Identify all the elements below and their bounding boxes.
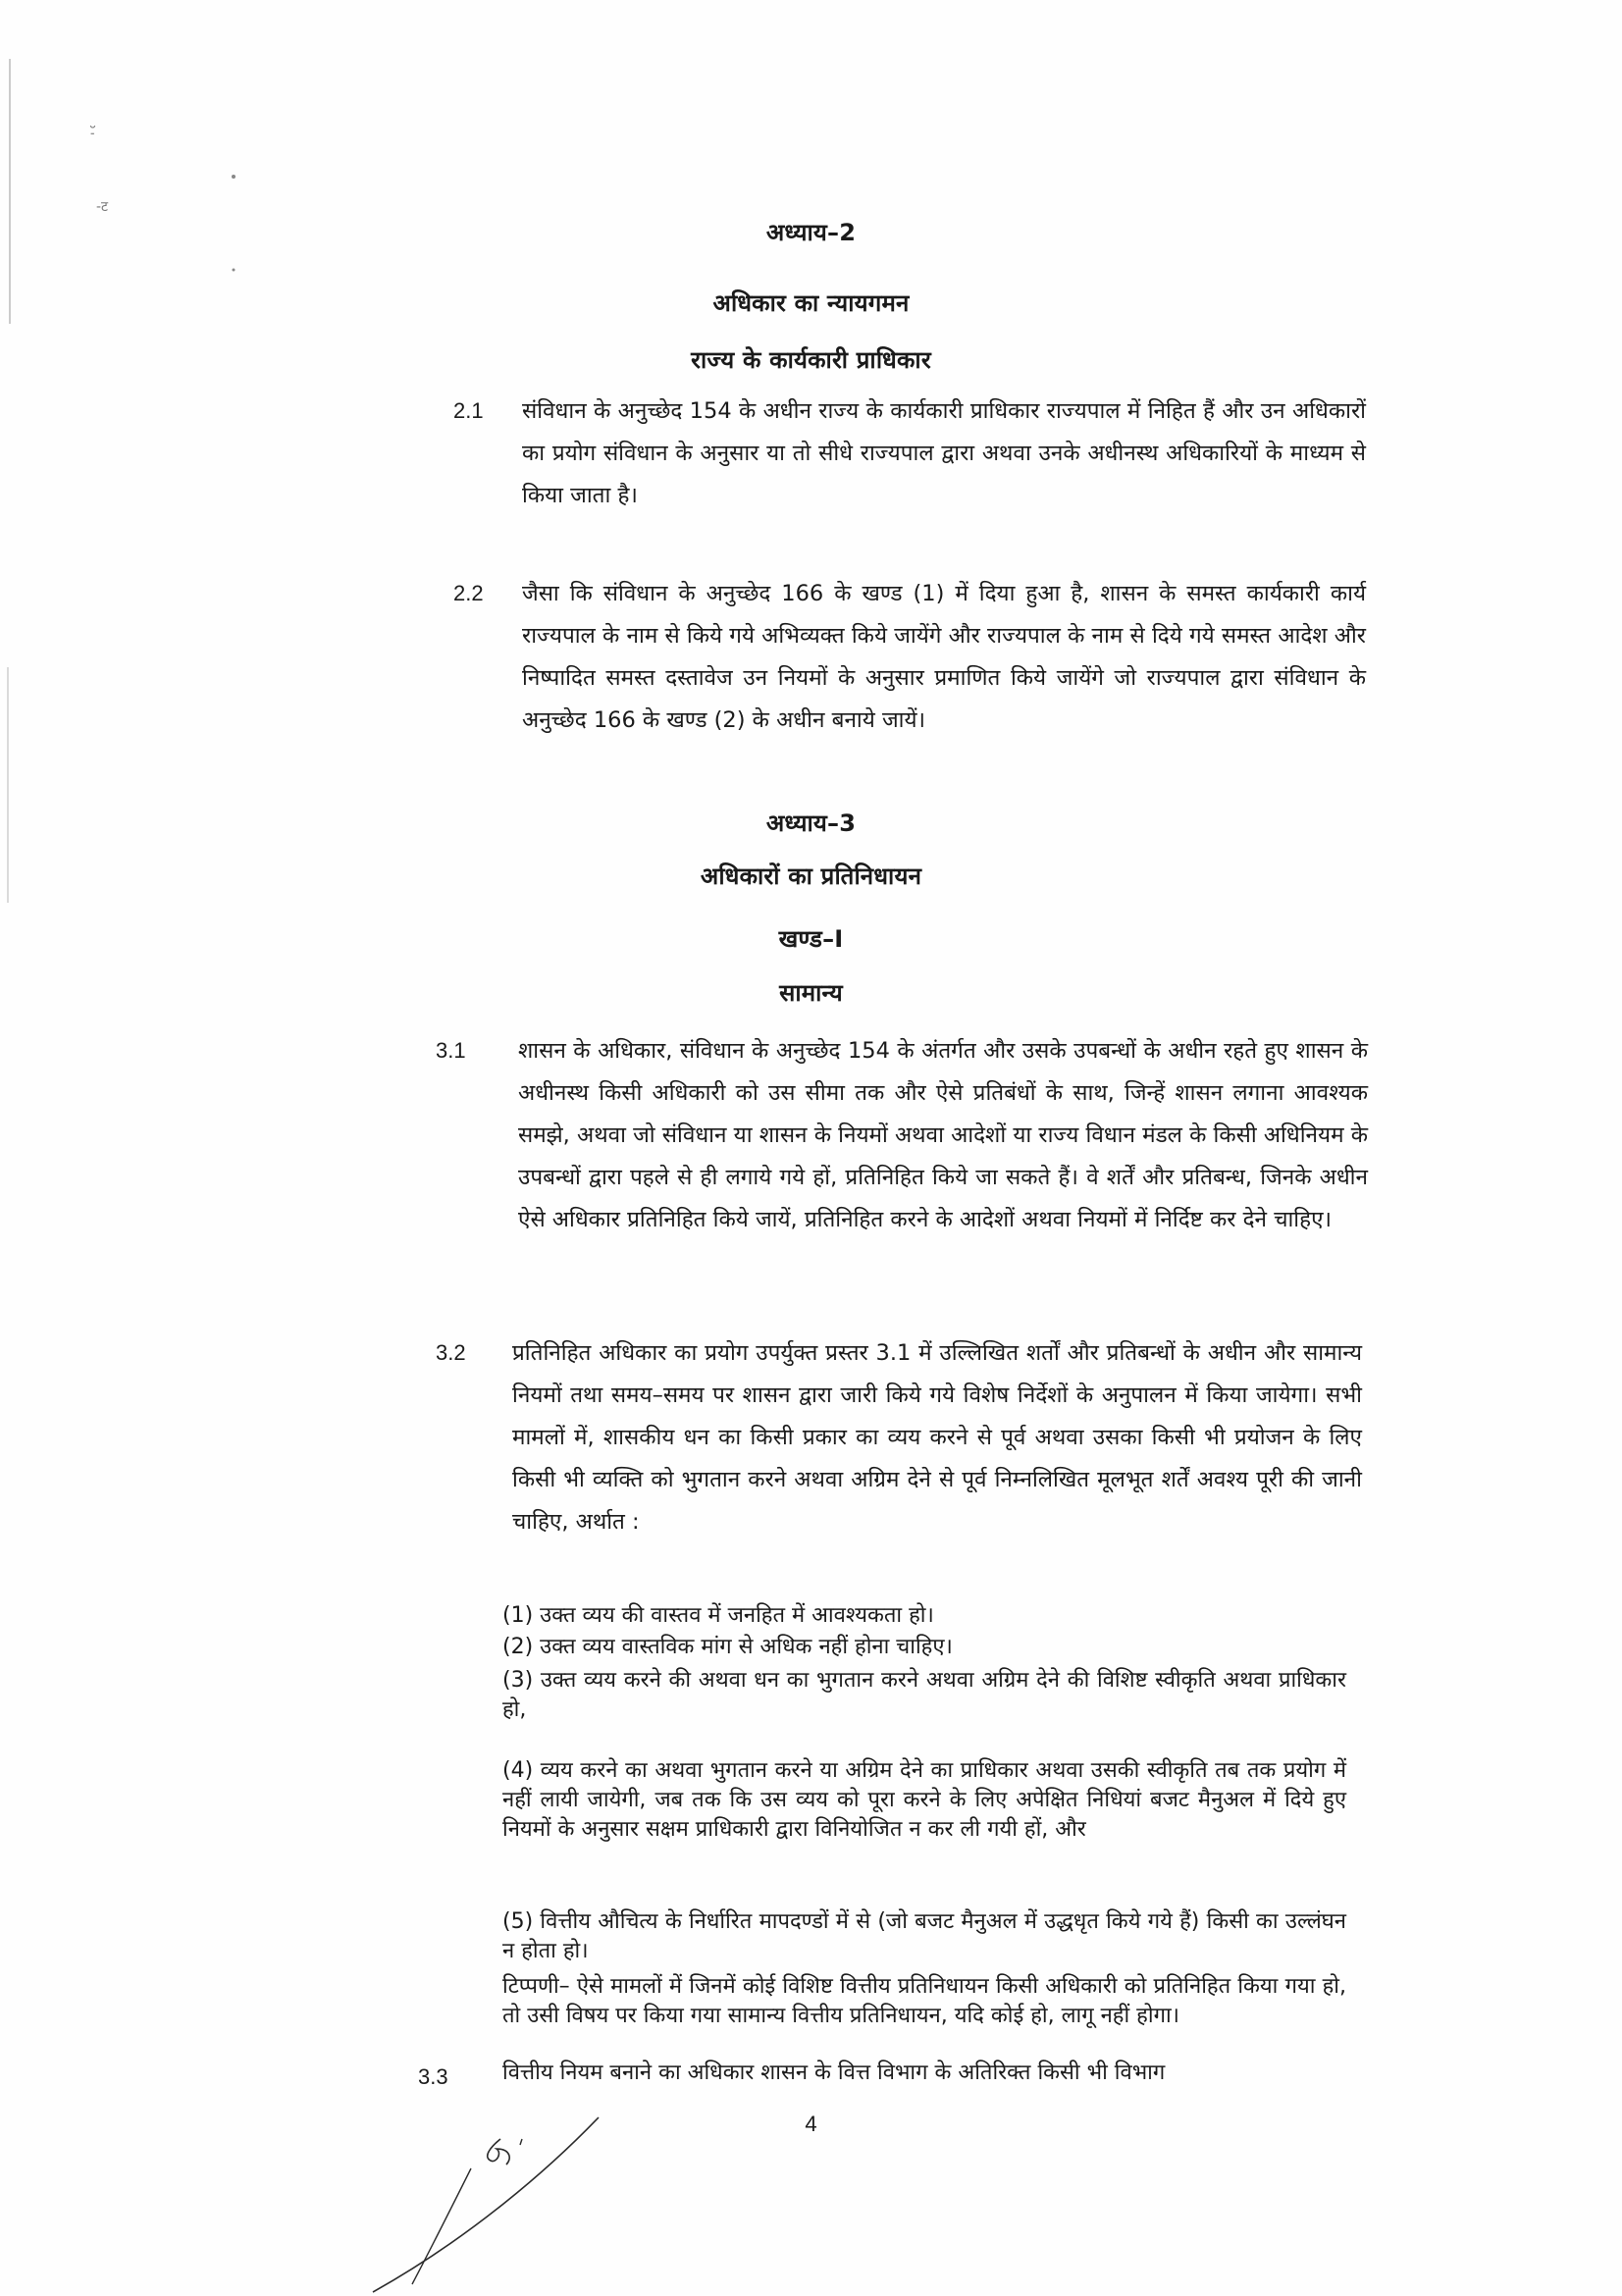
chapter-3-subtitle: अधिकारों का प्रतिनिधायन xyxy=(700,862,922,890)
paragraph-3-2: प्रतिनिहित अधिकार का प्रयोग उपर्युक्त प्रस्तर 3.1 में उल्लिखित शर्तों और प्रतिबन्धों के अधीन और सामान्य नियमों तथा समय–समय पर शासन द्वारा जारी किये गये विशेष निर्देशों के अनुपालन में किया जायेगा। सभी मामलों में, शासकीय धन का किसी प्रकार का व्यय करने से पूर्व अथवा उसका किसी भी प्रयोजन के लिए किसी भी व्यक्ति को भुगतान करने अथवा अग्रिम देने से पूर्व निम्नलिखित मूलभूत शर्तें अवश्य पूरी की जानी चाहिए, अर्थात : xyxy=(512,1340,1362,1535)
svg-text:-ट: -ट xyxy=(96,199,109,215)
paragraph-3-1: शासन के अधिकार, संविधान के अनुच्छेद 154 के अंतर्गत और उसके उपबन्धों के अधीन रहते हुए शासन के अधीनस्थ किसी अधिकारी को उस सीमा तक और ऐसे प्रतिबंधों के साथ, जिन्हें शासन लगाना आवश्यक समझे, अथवा जो संविधान या शासन के नियमों अथवा आदेशों या राज्य विधान मंडल के किसी अधिनियम के उपबन्धों द्वारा पहले से ही लगाये गये हों, प्रतिनिहित किये जा सकते हैं। वे शर्तें और प्रतिबन्ध, जिनके अधीन ऐसे अधिकार प्रतिनिहित किये जायें, प्रतिनिहित करने के आदेशों अथवा नियमों में निर्दिष्ट कर देने चाहिए। xyxy=(518,1038,1368,1232)
condition-item: (5) वित्तीय औचित्य के निर्धारित मापदण्डों में से (जो बजट मैनुअल में उद्धधृत किये गये हैं) किसी का उल्लंघन न होता हो। xyxy=(502,1909,1346,1963)
condition-item: (4) व्यय करने का अथवा भुगतान करने या अग्रिम देने का प्राधिकार अथवा उसकी स्वीकृति तब तक प्रयोग में नहीं लायी जायेगी, जब तक कि उस व्यय को पूरा करने के लिए अपेक्षित निधियां बजट मैनुअल में दिये हुए नियमों के अनुसार सक्षम प्राधिकारी द्वारा विनियोजित न कर ली गयी हों, और xyxy=(502,1758,1346,1842)
svg-text:-ॅ: -ॅ xyxy=(90,126,95,141)
chapter-2-subtitle: अधिकार का न्यायगमन xyxy=(712,289,910,317)
para-number: 3.3 xyxy=(418,2064,448,2089)
note-paragraph: टिप्पणी– ऐसे मामलों में जिनमें कोई विशिष्ट वित्तीय प्रतिनिधायन किसी अधिकारी को प्रतिनिहित किया गया हो, तो उसी विषय पर किया गया सामान्य वित्तीय प्रतिनिधायन, यदि कोई हो, लागू नहीं होगा। xyxy=(502,1974,1346,2028)
handwritten-initials-signature xyxy=(353,2110,608,2296)
condition-item: (2) उक्त व्यय वास्तविक मांग से अधिक नहीं होना चाहिए। xyxy=(502,1635,953,1659)
part-heading: खण्ड–I xyxy=(778,925,844,953)
condition-item: (3) उक्त व्यय करने की अथवा धन का भुगतान करने अथवा अग्रिम देने की विशिष्ट स्वीकृति अथवा प्राधिकार हो, xyxy=(502,1668,1346,1722)
section-heading-general: सामान्य xyxy=(779,979,843,1007)
para-number: 3.1 xyxy=(436,1038,466,1063)
para-number: 3.2 xyxy=(436,1340,466,1365)
paragraph-3-3: वित्तीय नियम बनाने का अधिकार शासन के वित्त विभाग के अतिरिक्त किसी भी विभाग xyxy=(502,2061,1166,2085)
chapter-2-section-heading: राज्य के कार्यकारी प्राधिकार xyxy=(691,346,931,374)
chapter-3-title: अध्याय–3 xyxy=(765,809,857,837)
para-number: 2.2 xyxy=(453,581,484,605)
page-number: 4 xyxy=(805,2112,817,2136)
paragraph-2-1: संविधान के अनुच्छेद 154 के अधीन राज्य के कार्यकारी प्राधिकार राज्यपाल में निहित हैं और उन अधिकारों का प्रयोग संविधान के अनुसार या तो सीधे राज्यपाल द्वारा अथवा उनके अधीनस्थ अधिकारियों के माध्यम से किया जाता है। xyxy=(522,398,1366,508)
condition-item: (1) उक्त व्यय की वास्तव में जनहित में आवश्यकता हो। xyxy=(502,1603,934,1628)
para-number: 2.1 xyxy=(453,398,484,423)
paragraph-2-2: जैसा कि संविधान के अनुच्छेद 166 के खण्ड (1) में दिया हुआ है, शासन के समस्त कार्यकारी कार्य राज्यपाल के नाम से किये गये अभिव्यक्त किये जायेंगे और राज्यपाल के नाम से दिये गये समस्त आदेश और निष्पादित समस्त दस्तावेज उन नियमों के अनुसार प्रमाणित किये जायेंगे जो राज्यपाल द्वारा संविधान के अनुच्छेद 166 के खण्ड (2) के अधीन बनाये जायें। xyxy=(522,581,1366,733)
chapter-2-title: अध्याय–2 xyxy=(765,219,857,246)
